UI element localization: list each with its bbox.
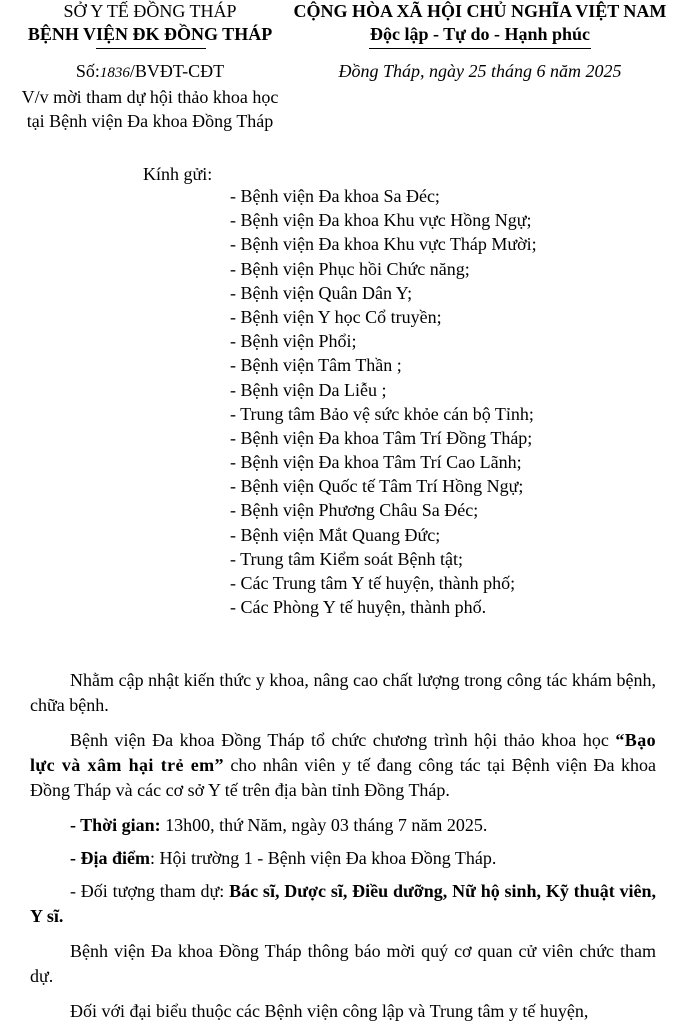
- national-motto: Độc lập - Tự do - Hạnh phúc: [369, 24, 591, 44]
- document-number-prefix: Số:: [75, 61, 100, 81]
- greeting: Kính gửi:: [143, 164, 213, 184]
- recipient-item: - Bệnh viện Tâm Thần ;: [230, 355, 402, 376]
- event-title: “Bạo lực và xâm hại trẻ em”: [30, 730, 656, 775]
- recipient-item: - Các Phòng Y tế huyện, thành phố.: [230, 597, 487, 618]
- recipient-item: - Bệnh viện Y học Cổ truyền;: [230, 306, 442, 327]
- country-name: CỘNG HÒA XÃ HỘI CHỦ NGHĨA VIỆT NAM: [293, 1, 667, 21]
- recipient-item: - Bệnh viện Đa khoa Tâm Trí Cao Lãnh;: [230, 452, 522, 473]
- audience-label: - Đối tượng tham dự:: [70, 881, 225, 901]
- recipient-item: - Bệnh viện Da Liễu ;: [230, 379, 387, 400]
- recipient-item: - Bệnh viện Phổi;: [230, 331, 357, 352]
- event-intro: Bệnh viện Đa khoa Đồng Tháp tổ chức chương trình hội thảo khoa học: [70, 730, 609, 750]
- invitation-paragraph: Bệnh viện Đa khoa Đồng Tháp thông báo mời quý cơ quan cử viên chức tham dự.: [30, 941, 656, 986]
- motto-underline: [369, 48, 591, 49]
- issuer-agency: SỞ Y TẾ ĐỒNG THÁP: [63, 1, 237, 21]
- subject-line-2: tại Bệnh viện Đa khoa Đồng Tháp: [26, 111, 274, 131]
- recipient-item: - Bệnh viện Đa khoa Khu vực Hồng Ngự;: [230, 210, 532, 231]
- document-number: [20, 60, 280, 84]
- issuer-block: [20, 0, 280, 46]
- delegate-paragraph: Đối với đại biểu thuộc các Bệnh viện công lập và Trung tâm y tế huyện,: [70, 1001, 589, 1021]
- recipient-item: - Bệnh viện Mắt Quang Đức;: [230, 524, 441, 545]
- place-paragraph: [30, 846, 656, 871]
- audience-paragraph: [30, 879, 656, 929]
- recipient-item: - Bệnh viện Phương Châu Sa Đéc;: [230, 500, 479, 521]
- issuer-hospital: BỆNH VIỆN ĐK ĐỒNG THÁP: [27, 24, 273, 44]
- place-label: - Địa điểm: [70, 848, 150, 868]
- event-paragraph: [30, 728, 656, 803]
- issuer-underline: [96, 48, 206, 49]
- subject-line-1: V/v mời tham dự hội thảo khoa học: [21, 87, 279, 107]
- recipient-item: - Bệnh viện Đa khoa Tâm Trí Đồng Tháp;: [230, 427, 533, 448]
- place-date-line: Đồng Tháp, ngày 25 tháng 6 năm 2025: [338, 61, 622, 81]
- recipient-item: - Bệnh viện Đa khoa Khu vực Tháp Mười;: [230, 234, 537, 255]
- time-label: - Thời gian:: [70, 815, 161, 835]
- letter-body: [30, 668, 656, 1034]
- document-subject: [20, 85, 280, 133]
- recipient-item: - Bệnh viện Phục hồi Chức năng;: [230, 258, 470, 279]
- recipient-item: - Trung tâm Kiểm soát Bệnh tật;: [230, 548, 463, 569]
- time-paragraph: [30, 813, 656, 838]
- place-value: : Hội trường 1 - Bệnh viện Đa khoa Đồng Tháp.: [150, 848, 497, 868]
- time-value: 13h00, thứ Năm, ngày 03 tháng 7 năm 2025.: [165, 815, 488, 835]
- recipient-item: - Bệnh viện Đa khoa Sa Đéc;: [230, 186, 440, 206]
- recipient-item: - Bệnh viện Quốc tế Tâm Trí Hồng Ngự;: [230, 476, 524, 497]
- purpose-paragraph: Nhằm cập nhật kiến thức y khoa, nâng cao chất lượng trong công tác khám bệnh, chữa bệnh.: [30, 670, 656, 715]
- recipient-item: - Các Trung tâm Y tế huyện, thành phố;: [230, 573, 516, 593]
- document-number-suffix: /BVĐT-CĐT: [129, 61, 225, 81]
- recipient-item: - Trung tâm Bảo vệ sức khỏe cán bộ Tỉnh;: [230, 403, 534, 424]
- event-details: cho nhân viên y tế đang công tác tại Bệnh viện Đa khoa Đồng Tháp và các cơ sở Y tế trên địa bàn tỉnh Đồng Tháp.: [30, 755, 657, 800]
- document-number-value: 1836: [99, 65, 130, 81]
- national-header: [282, 0, 678, 46]
- recipient-item: - Bệnh viện Quân Dân Y;: [230, 282, 413, 303]
- audience-value: Bác sĩ, Dược sĩ, Điều dưỡng, Nữ hộ sinh, Kỹ thuật viên, Y sĩ.: [30, 881, 657, 926]
- recipient-list: [230, 184, 537, 619]
